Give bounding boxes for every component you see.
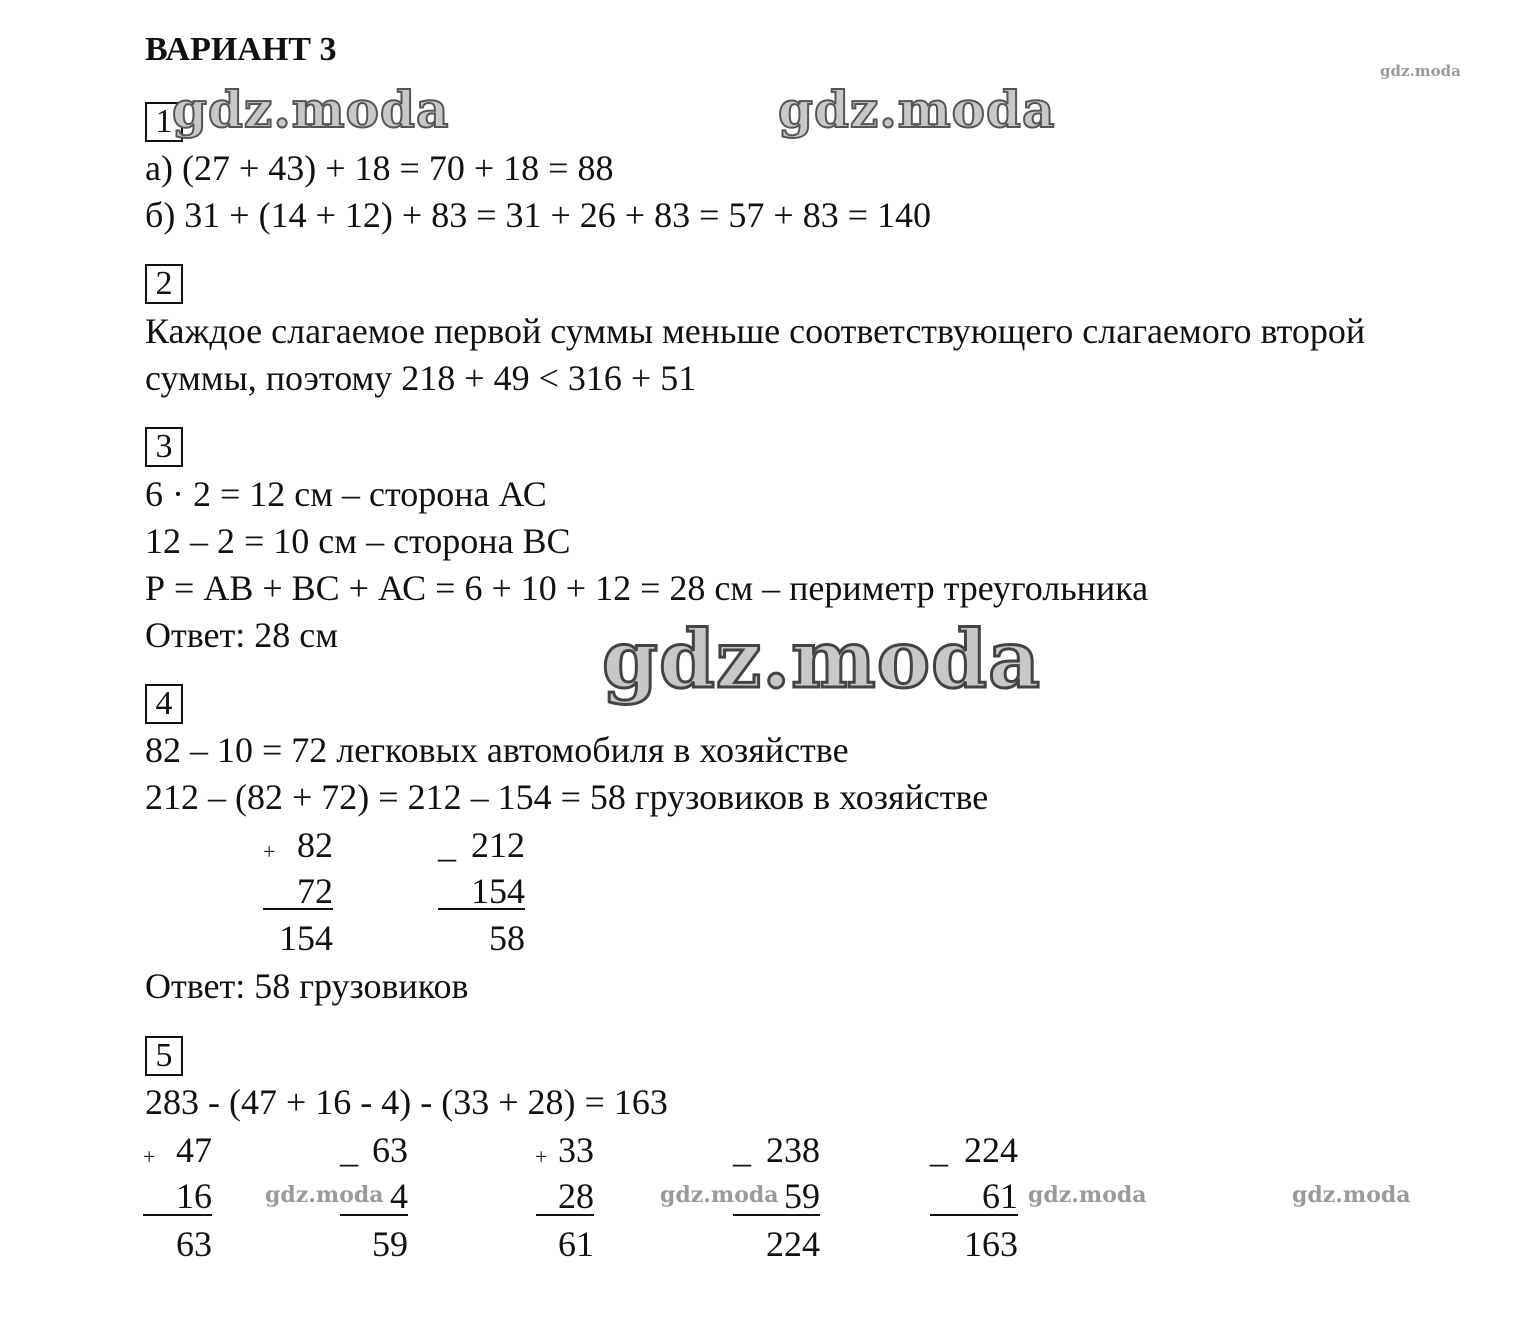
task-1-number: 1 (145, 102, 183, 142)
task-5-number: 5 (145, 1036, 183, 1076)
task-2-line-1: Каждое слагаемое первой суммы меньше соответствующего слагаемого второй (145, 311, 1366, 351)
task-2-number: 2 (145, 264, 183, 304)
column-add-top: 82 (297, 825, 333, 865)
calc-1-line (143, 1214, 212, 1216)
calc-4-bottom: 59 (784, 1176, 820, 1216)
task-4-number: 4 (145, 684, 183, 724)
calc-5-bottom: 61 (982, 1176, 1018, 1216)
calc-3-top: 33 (558, 1130, 594, 1170)
calc-5-line (930, 1214, 1018, 1216)
column-add-bottom: 72 (297, 871, 333, 911)
watermark-logo: gdz.moda (1292, 1182, 1411, 1208)
task-3-number: 3 (145, 427, 183, 467)
calc-2-top: 63 (372, 1130, 408, 1170)
calc-4-line (733, 1214, 820, 1216)
watermark-logo: gdz.moda (172, 80, 450, 139)
calc-2-result: 59 (372, 1224, 408, 1264)
calc-1-bottom: 16 (176, 1176, 212, 1216)
column-add-line (263, 908, 333, 910)
watermark-logo: gdz.moda (660, 1182, 779, 1208)
calc-2-bottom: 4 (390, 1176, 408, 1216)
calc-3-sign: + (535, 1144, 548, 1169)
calc-4-sign: _ (733, 1130, 751, 1170)
watermark-logo: gdz.moda (778, 80, 1056, 139)
calc-4-top: 238 (766, 1130, 820, 1170)
task-3-line-1: 6 · 2 = 12 см – сторона АС (145, 474, 547, 514)
task-4-line-2: 212 – (82 + 72) = 212 – 154 = 58 грузовиков в хозяйстве (145, 777, 989, 817)
task-1-line-b: б) 31 + (14 + 12) + 83 = 31 + 26 + 83 = 57 + 83 = 140 (145, 195, 932, 235)
task-3-answer: Ответ: 28 см (145, 615, 338, 655)
calc-2-line (340, 1214, 408, 1216)
watermark-logo: gdz.moda (265, 1182, 384, 1208)
calc-1-sign: + (143, 1144, 156, 1169)
calc-3-line (536, 1214, 594, 1216)
calc-3-result: 61 (558, 1224, 594, 1264)
task-3-line-2: 12 – 2 = 10 см – сторона ВС (145, 521, 571, 561)
calc-5-sign: _ (930, 1130, 948, 1170)
calc-2-sign: _ (340, 1130, 358, 1170)
add-sign: + (263, 839, 276, 864)
subtract-sign: _ (438, 825, 456, 865)
column-sub-bottom: 154 (471, 871, 525, 911)
column-sub-result: 58 (489, 918, 525, 958)
watermark-logo: gdz.moda (602, 612, 1041, 706)
calc-4-result: 224 (766, 1224, 820, 1264)
task-3-line-3: Р = АВ + ВС + АС = 6 + 10 + 12 = 28 см – периметр треугольника (145, 568, 1149, 608)
calc-3-bottom: 28 (558, 1176, 594, 1216)
calc-1-result: 63 (176, 1224, 212, 1264)
task-5-expression: 283 - (47 + 16 - 4) - (33 + 28) = 163 (145, 1082, 668, 1122)
calc-5-top: 224 (964, 1130, 1018, 1170)
column-sub-top: 212 (471, 825, 525, 865)
task-2-line-2: суммы, поэтому 218 + 49 < 316 + 51 (145, 358, 697, 398)
column-add-result: 154 (279, 918, 333, 958)
column-sub-line (438, 908, 525, 910)
calc-1-top: 47 (176, 1130, 212, 1170)
variant-title: ВАРИАНТ 3 (145, 31, 337, 68)
task-1-line-a: а) (27 + 43) + 18 = 70 + 18 = 88 (145, 148, 614, 188)
watermark-logo: gdz.moda (1380, 62, 1461, 80)
task-4-line-1: 82 – 10 = 72 легковых автомобиля в хозяйстве (145, 730, 849, 770)
watermark-logo: gdz.moda (1028, 1182, 1147, 1208)
calc-5-result: 163 (964, 1224, 1018, 1264)
task-4-answer: Ответ: 58 грузовиков (145, 966, 469, 1006)
